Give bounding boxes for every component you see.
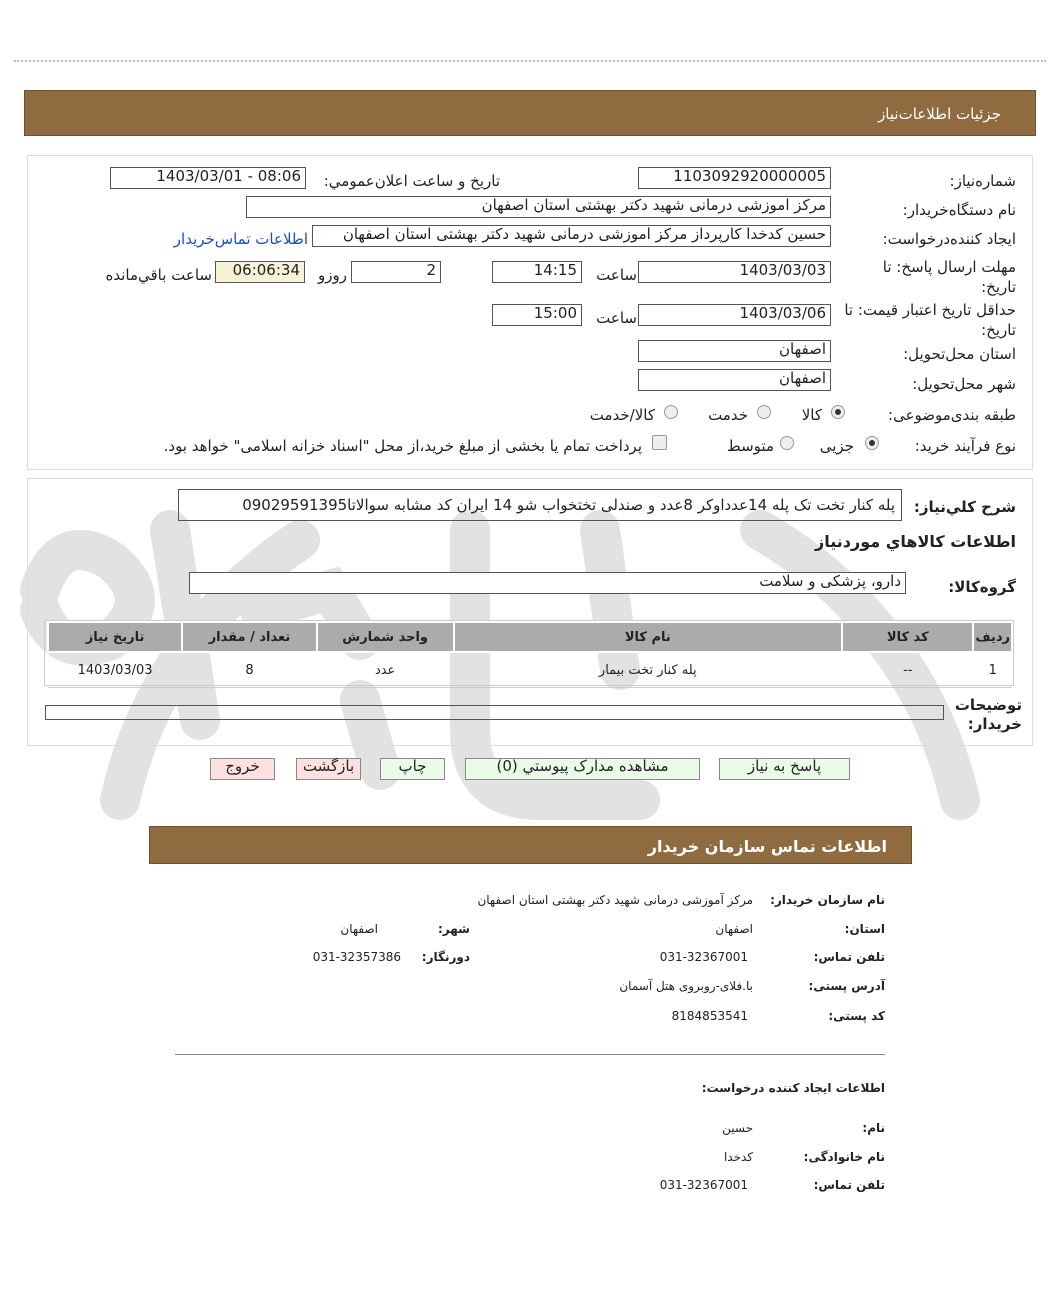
page-title: جزئيات اطلاعات‌نياز	[878, 105, 1001, 123]
goods-info-title: اطلاعات کالاهاي موردنياز	[815, 532, 1016, 551]
validity-label: حداقل تاريخ اعتبار قيمت: تا تاريخ:	[844, 301, 1016, 339]
buyer-notes-field	[45, 705, 944, 720]
back-button[interactable]: بازگشت	[296, 758, 361, 780]
deadline-date-field: 1403/03/03	[638, 261, 831, 283]
process-label: نوع فرآيند خريد:	[914, 437, 1016, 455]
contact-divider	[175, 1054, 885, 1055]
table-header-unit: واحد شمارش	[317, 622, 454, 652]
top-dotted-divider	[14, 60, 1046, 62]
cell-date: 1403/03/03	[48, 652, 182, 688]
cell-row-number: 1	[973, 652, 1012, 688]
process-radio-minor[interactable]	[865, 436, 879, 450]
contact-org-label: نام سازمان خريدار:	[770, 893, 885, 907]
page-header-bar	[24, 90, 1036, 136]
treasury-payment-checkbox[interactable]	[652, 435, 667, 450]
table-row	[48, 652, 1012, 688]
process-radio-medium[interactable]	[780, 436, 794, 450]
goods-group-label: گروه‌کالا:	[948, 578, 1016, 596]
table-header-name: نام کالا	[454, 622, 843, 652]
requester-phone-value: 031-32367001	[659, 1178, 748, 1192]
contact-title: اطلاعات تماس سازمان خريدار	[647, 837, 887, 856]
days-field: 2	[351, 261, 441, 283]
contact-city-value: اصفهان	[340, 922, 378, 936]
requester-phone-label: تلفن تماس:	[813, 1178, 885, 1192]
category-option-goods-service: کالا/خدمت	[589, 406, 655, 424]
category-radio-service[interactable]	[757, 405, 771, 419]
contact-city-label: شهر:	[438, 922, 470, 936]
deadline-time-field: 14:15	[492, 261, 582, 283]
payment-note: پرداخت تمام يا بخشی از مبلغ خريد،از محل "اسناد خزانه اسلامی" خواهد بود.	[163, 437, 642, 455]
category-option-service: خدمت	[708, 406, 748, 424]
table-header-code: کد کالا	[842, 622, 973, 652]
deadline-label: مهلت ارسال پاسخ: تا تاريخ:	[882, 258, 1016, 296]
city-label: شهر محل‌تحويل:	[912, 375, 1016, 393]
announce-field: 1403/03/01 - 08:06	[110, 167, 306, 189]
province-field: اصفهان	[638, 340, 831, 362]
general-desc-field: پله کنار تخت تک پله 14عدداوکر 8عدد و صندلی تختخواب شو 14 ایران کد مشابه سوالاتا09029591395	[178, 489, 902, 521]
announce-label: تاريخ و ساعت اعلان‌عمومي:	[323, 172, 500, 190]
contact-province-label: استان:	[844, 922, 885, 936]
need-number-field: 1103092920000005	[638, 167, 831, 189]
contact-province-value: اصفهان	[715, 922, 753, 936]
creator-field: حسین کدخدا کارپرداز مرکز اموزشی درمانی شهید دکتر بهشتی استان اصفهان	[312, 225, 831, 247]
exit-button[interactable]: خروج	[210, 758, 275, 780]
attachments-button[interactable]: مشاهده مدارک پيوستي (0)	[465, 758, 700, 780]
goods-table	[47, 621, 1013, 688]
creator-label: ايجاد کننده‌درخواست:	[882, 230, 1016, 248]
category-label: طبقه بندی‌موضوعی:	[888, 406, 1016, 424]
validity-date-field: 1403/03/06	[638, 304, 831, 326]
cell-unit: عدد	[317, 652, 454, 688]
contact-phone-value: 031-32367001	[659, 950, 748, 964]
deadline-time-label: ساعت	[596, 266, 637, 284]
category-radio-goods[interactable]	[831, 405, 845, 419]
table-header-quantity: تعداد / مقدار	[182, 622, 317, 652]
city-field: اصفهان	[638, 369, 831, 391]
requester-title: اطلاعات ايجاد کننده درخواست:	[701, 1081, 885, 1095]
days-label: روزو	[318, 266, 347, 284]
table-header-date: تاريخ نياز	[48, 622, 182, 652]
contact-fax-value: 031-32357386	[312, 950, 401, 964]
goods-table-frame	[44, 620, 1014, 686]
remaining-label: ساعت باقي‌مانده	[105, 266, 212, 284]
buyer-org-label: نام دستگاه‌خريدار:	[902, 201, 1016, 219]
requester-first-name-label: نام:	[862, 1121, 885, 1135]
buyer-notes-label: توضيحات خريدار:	[954, 696, 1022, 733]
buyer-contact-link[interactable]: اطلاعات تماس‌خريدار	[173, 230, 308, 248]
requester-last-name-value: کدخدا	[723, 1150, 753, 1164]
contact-fax-label: دورنگار:	[421, 950, 470, 964]
contact-postal-value: 8184853541	[671, 1009, 748, 1023]
need-number-label: شماره‌نياز:	[949, 172, 1016, 190]
general-desc-label: شرح کلي‌نياز:	[913, 498, 1016, 516]
table-header-row-number: رديف	[973, 622, 1012, 652]
contact-phone-label: تلفن تماس:	[813, 950, 885, 964]
contact-address-label: آدرس پستی:	[808, 979, 885, 993]
buyer-org-field: مرکز اموزشی درمانی شهید دکتر بهشتی استان اصفهان	[246, 196, 831, 218]
category-option-goods: کالا	[801, 406, 822, 424]
contact-org-value: مرکز آموزشی درمانی شهید دکتر بهشتی استان اصفهان	[477, 893, 753, 907]
print-button[interactable]: چاپ	[380, 758, 445, 780]
cell-name: پله کنار تخت بیمار	[454, 652, 843, 688]
validity-time-field: 15:00	[492, 304, 582, 326]
process-option-medium: متوسط	[726, 437, 774, 455]
category-radio-goods-service[interactable]	[664, 405, 678, 419]
process-option-minor: جزیی	[819, 437, 854, 455]
contact-address-value: با.فلای-روبروی هتل آسمان	[619, 979, 753, 993]
cell-quantity: 8	[182, 652, 317, 688]
cell-code: --	[842, 652, 973, 688]
goods-group-field: دارو، پزشکی و سلامت	[189, 572, 906, 594]
contact-header-bar	[149, 826, 912, 864]
province-label: استان محل‌تحويل:	[903, 345, 1016, 363]
remaining-time-field: 06:06:34	[215, 261, 305, 283]
requester-first-name-value: حسین	[722, 1121, 753, 1135]
requester-last-name-label: نام خانوادگی:	[803, 1150, 885, 1164]
validity-time-label: ساعت	[596, 309, 637, 327]
contact-postal-label: کد پستی:	[828, 1009, 885, 1023]
respond-button[interactable]: پاسخ به نياز	[719, 758, 850, 780]
